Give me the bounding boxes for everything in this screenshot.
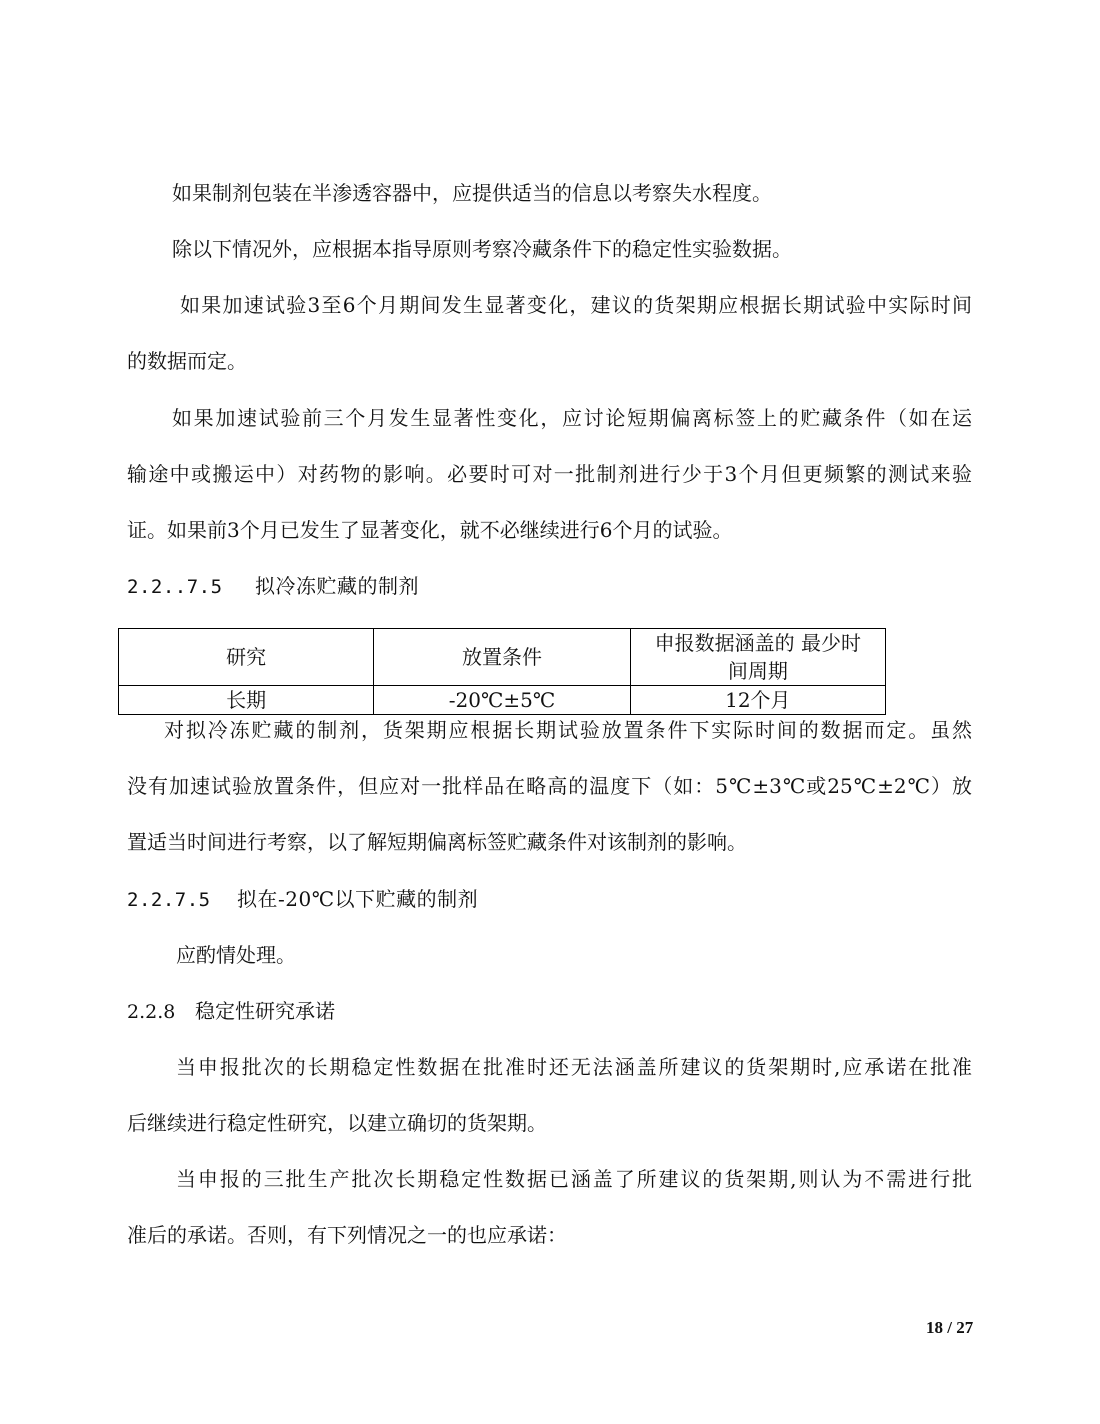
section-title: 稳定性研究承诺	[195, 999, 335, 1023]
table-cell-study: 长期	[119, 686, 374, 715]
paragraph-accelerated-line-2: 的数据而定。	[127, 349, 247, 373]
paragraph-refrigerated: 除以下情况外，应根据本指导原则考察冷藏条件下的稳定性实验数据。	[172, 237, 792, 261]
section-number: 2.2..7.5	[127, 576, 223, 598]
section-heading-commitment	[127, 997, 335, 1026]
paragraph-commitment-line-2: 后继续进行稳定性研究，以建立确切的货架期。	[127, 1111, 547, 1135]
table-header-condition: 放置条件	[374, 629, 630, 686]
table-cell-condition: -20℃±5℃	[374, 686, 630, 715]
section-title: 拟冷冻贮藏的制剂	[255, 574, 419, 598]
table-header-study: 研究	[119, 629, 374, 686]
paragraph-frozen-line-2: 没有加速试验放置条件，但应对一批样品在略高的温度下（如：5℃±3℃或25℃±2℃）放	[127, 774, 972, 798]
paragraph-first-three-months-line-1: 如果加速试验前三个月发生显著性变化，应讨论短期偏离标签上的贮藏条件（如在运	[172, 406, 972, 430]
paragraph-three-batches-line-1: 当申报的三批生产批次长期稳定性数据已涵盖了所建议的货架期,则认为不需进行批	[176, 1167, 972, 1191]
paragraph-commitment-line-1: 当申报批次的长期稳定性数据在批准时还无法涵盖所建议的货架期时,应承诺在批准	[176, 1055, 972, 1079]
paragraph-frozen-line-1: 对拟冷冻贮藏的制剂，货架期应根据长期试验放置条件下实际时间的数据而定。虽然	[164, 718, 972, 742]
section-number: 2.2.8	[127, 1001, 176, 1023]
storage-conditions-table	[118, 628, 886, 715]
table-header-minimum-period-line-2: 间周期	[727, 659, 788, 683]
table-header-row	[119, 629, 886, 686]
table-header-minimum-period-line-1: 申报数据涵盖的 最少时	[654, 631, 862, 655]
paragraph-semipermeable: 如果制剂包装在半渗透容器中，应提供适当的信息以考察失水程度。	[172, 181, 772, 205]
table-row	[119, 686, 886, 715]
page-number: 18 / 27	[926, 1318, 974, 1337]
section-heading-frozen	[127, 572, 419, 601]
section-number: 2.2.7.5	[127, 889, 211, 911]
paragraph-first-three-months-line-3: 证。如果前3个月已发生了显著变化，就不必继续进行6个月的试验。	[127, 518, 733, 542]
paragraph-first-three-months-line-2: 输途中或搬运中）对药物的影响。必要时可对一批制剂进行少于3个月但更频繁的测试来验	[127, 462, 972, 486]
paragraph-three-batches-line-2: 准后的承诺。否则，有下列情况之一的也应承诺：	[127, 1223, 567, 1247]
section-heading-below-minus-20	[127, 885, 478, 914]
paragraph-case-by-case: 应酌情处理。	[176, 943, 296, 967]
paragraph-frozen-line-3: 置适当时间进行考察，以了解短期偏离标签贮藏条件对该制剂的影响。	[127, 830, 747, 854]
paragraph-accelerated-line-1: 如果加速试验3至6个月期间发生显著变化，建议的货架期应根据长期试验中实际时间	[180, 293, 972, 317]
table-cell-period: 12个月	[630, 686, 885, 715]
section-title: 拟在-20℃以下贮藏的制剂	[237, 887, 479, 911]
table-header-minimum-period	[630, 629, 885, 686]
